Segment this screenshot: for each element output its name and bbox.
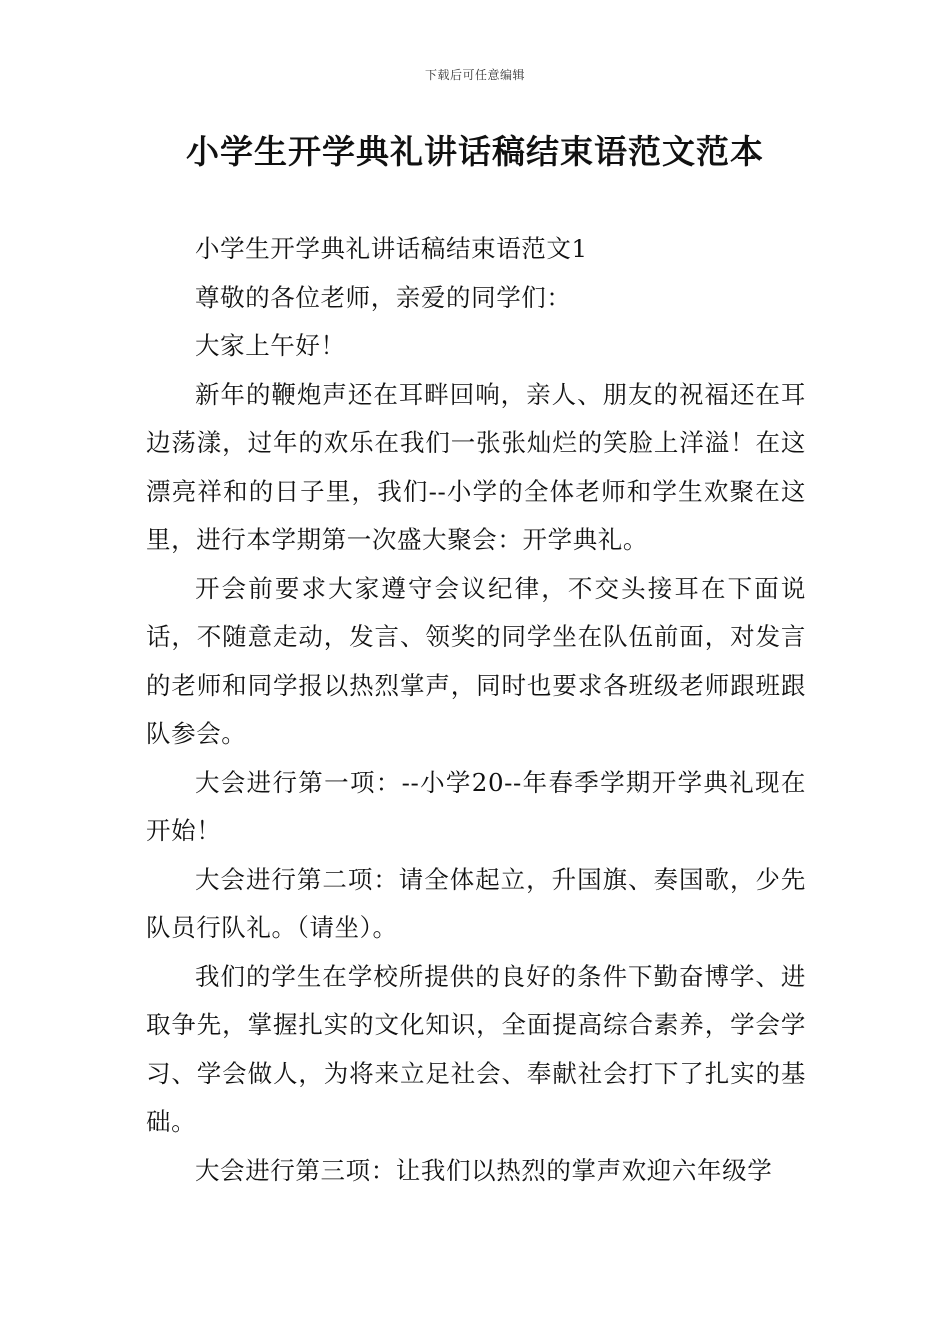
paragraph: 大会进行第二项：请全体起立，升国旗、奏国歌，少先队员行队礼。（请坐）。 bbox=[146, 864, 806, 942]
section-heading: 小学生开学典礼讲话稿结束语范文1 bbox=[195, 234, 588, 263]
paragraph: 开会前要求大家遵守会议纪律，不交头接耳在下面说话，不随意走动，发言、领奖的同学坐在队伍前面，对发言的老师和同学报以热烈掌声，同时也要求各班级老师跟班跟队参会。 bbox=[146, 573, 806, 748]
paragraph: 大会进行第三项：让我们以热烈的掌声欢迎六年级学 bbox=[195, 1155, 773, 1185]
salutation: 尊敬的各位老师，亲爱的同学们： bbox=[195, 282, 572, 312]
paragraph: 大会进行第一项：--小学20--年春季学期开学典礼现在开始！ bbox=[146, 767, 806, 845]
paragraph: 新年的鞭炮声还在耳畔回响，亲人、朋友的祝福还在耳边荡漾，过年的欢乐在我们一张张灿烂的笑脸上洋溢！在这漂亮祥和的日子里，我们--小学的全体老师和学生欢聚在这里，进行本学期第一次盛大聚会：开学典礼。 bbox=[146, 379, 806, 554]
paragraph: 我们的学生在学校所提供的良好的条件下勤奋博学、进取争先，掌握扎实的文化知识，全面提高综合素养，学会学习、学会做人，为将来立足社会、奉献社会打下了扎实的基础。 bbox=[146, 961, 806, 1136]
document-body bbox=[146, 225, 806, 1195]
document-title: 小学生开学典礼讲话稿结束语范文范本 bbox=[186, 132, 764, 171]
header-note: 下载后可任意编辑 bbox=[424, 68, 525, 82]
greeting: 大家上午好！ bbox=[195, 331, 346, 360]
